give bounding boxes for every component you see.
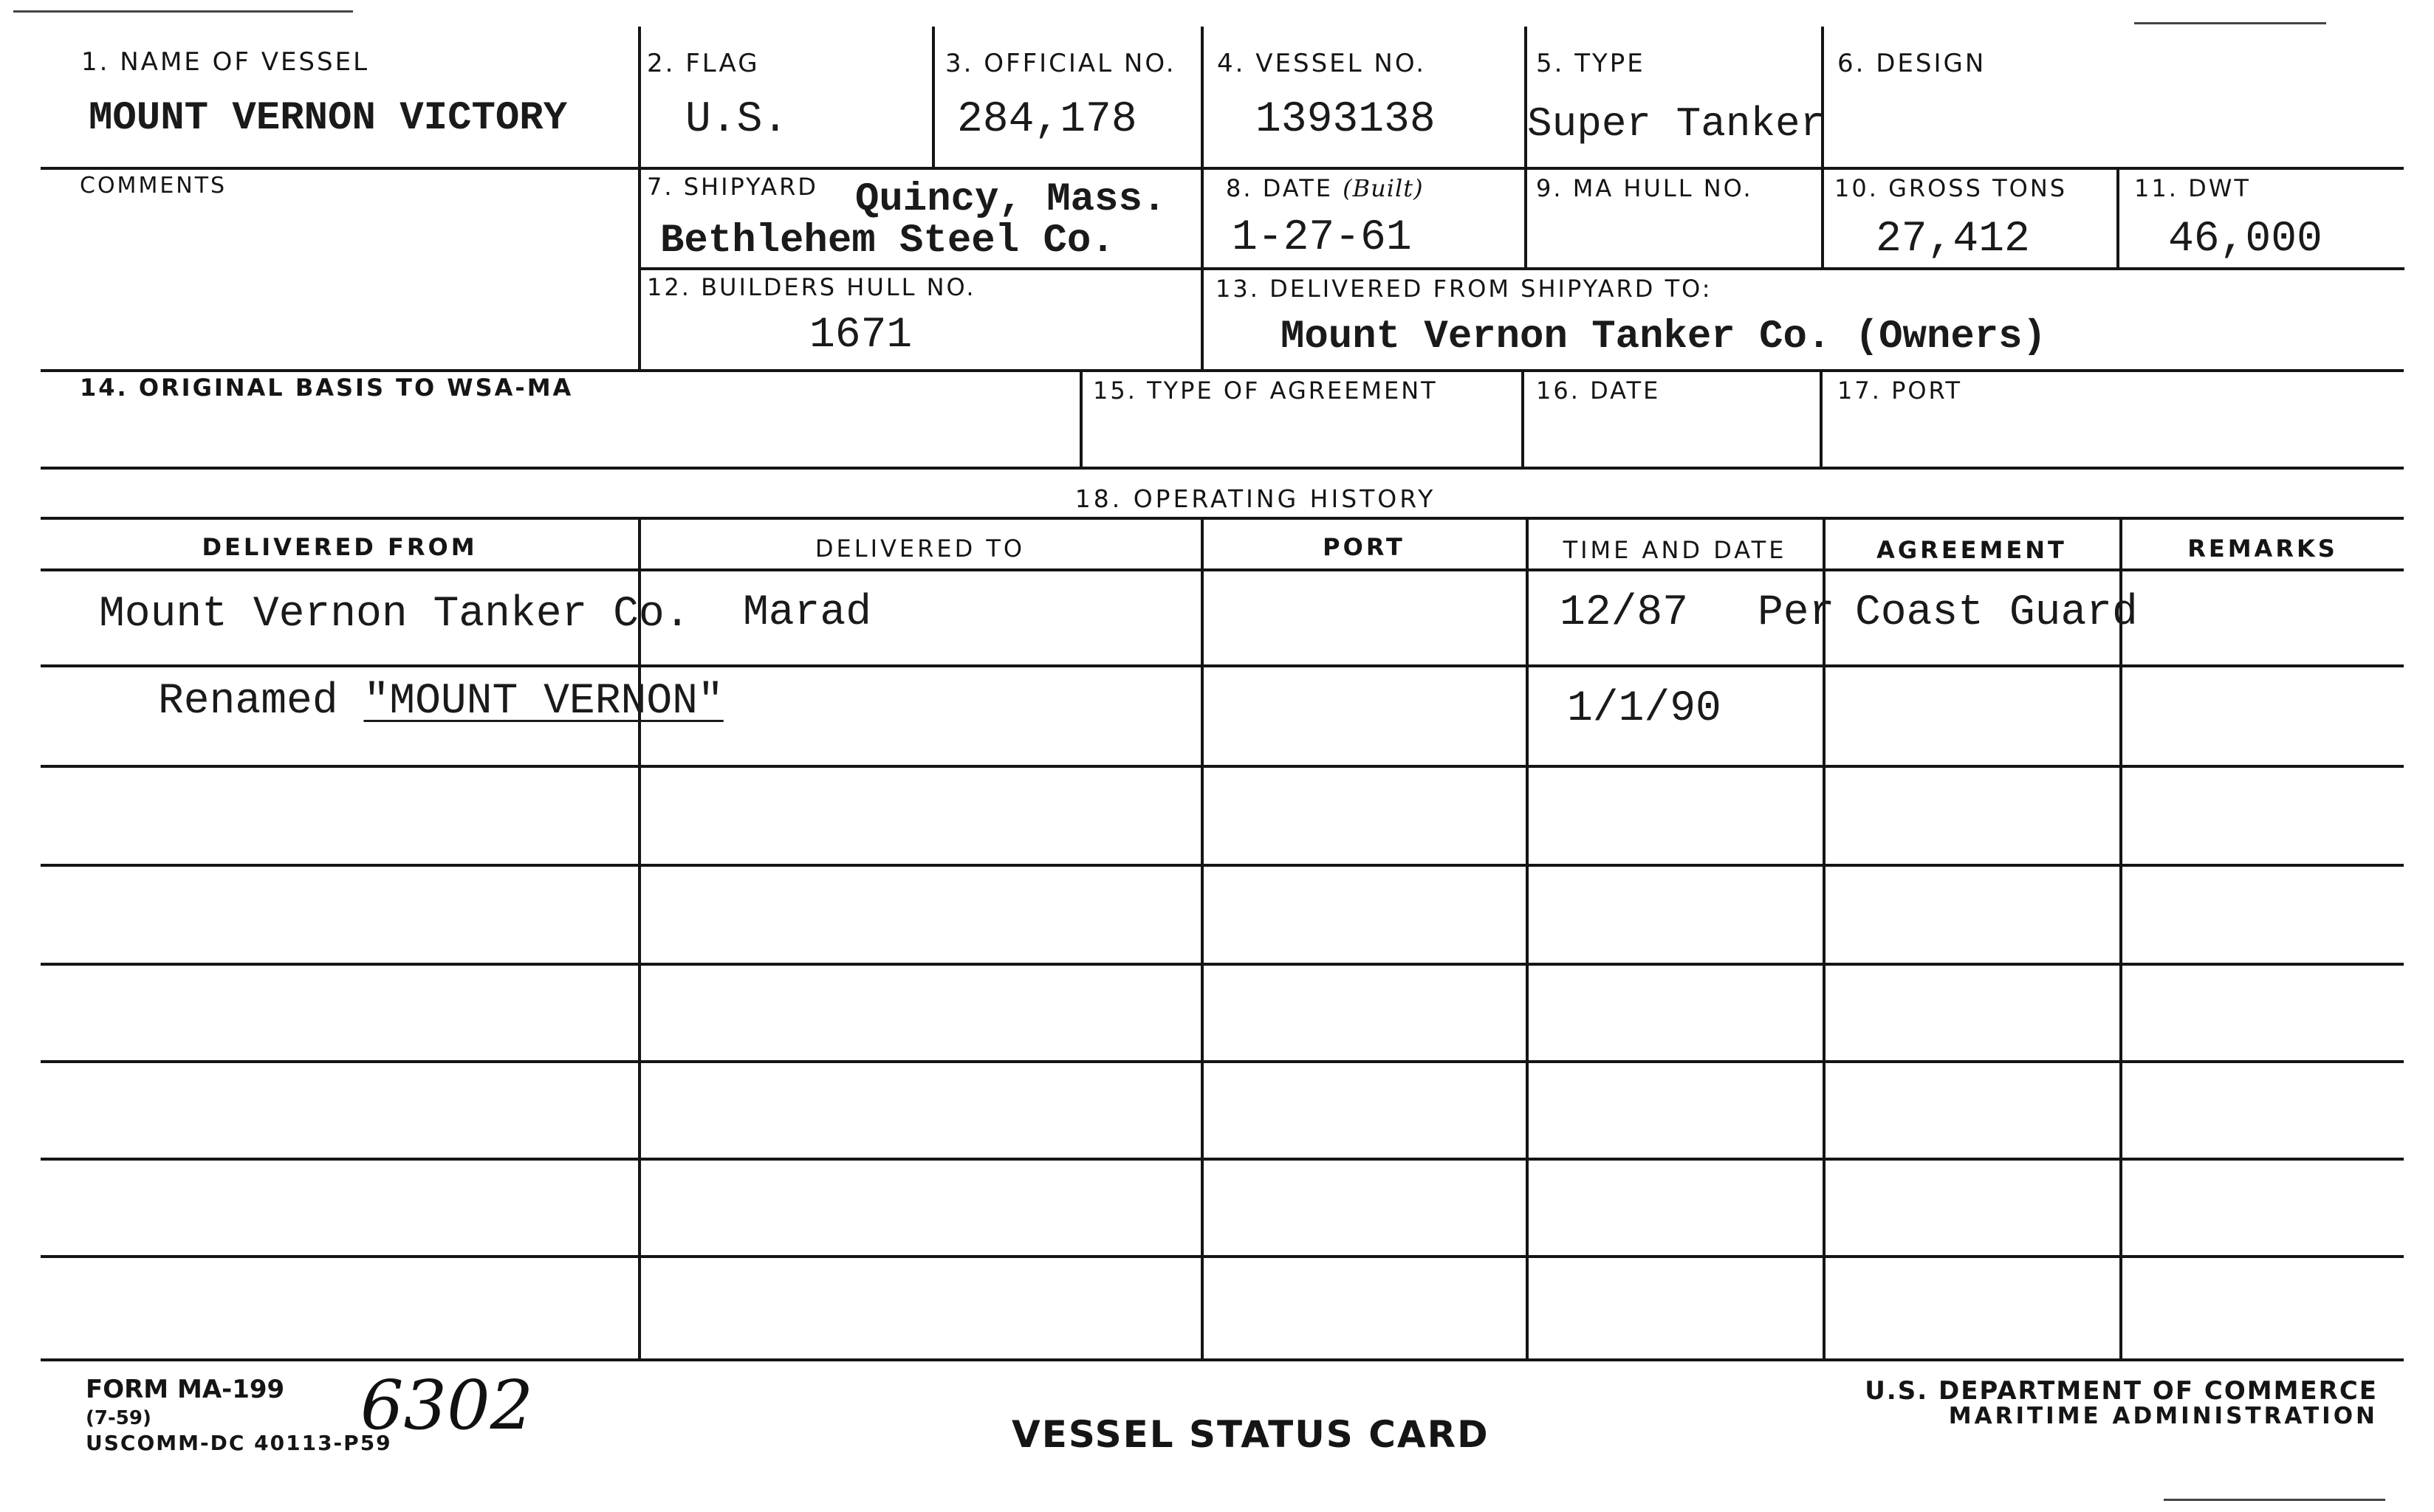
col-delivered-to: DELIVERED TO — [815, 535, 1026, 563]
builders-hull-no-value: 1671 — [809, 312, 913, 360]
rule-history-row — [41, 864, 2404, 867]
gross-tons-label: 10. GROSS TONS — [1834, 174, 2068, 202]
ma-hull-no-label: 9. MA HULL NO. — [1536, 174, 1753, 202]
operating-history-title: 18. OPERATING HISTORY — [1074, 484, 1436, 513]
row1-time-note: Per — [1758, 589, 1835, 637]
row2-renamed-prefix: Renamed — [158, 678, 364, 726]
department-line: U.S. DEPARTMENT OF COMMERCE — [1865, 1376, 2378, 1406]
rule-row1-bottom — [41, 167, 2404, 170]
card-corner-stroke — [2164, 1499, 2385, 1501]
port-label: 17. PORT — [1837, 377, 1962, 405]
dwt-value: 46,000 — [2168, 216, 2322, 264]
name-of-vessel-label: 1. NAME OF VESSEL — [81, 47, 370, 77]
design-label: 6. DESIGN — [1837, 49, 1986, 78]
rule-history-row — [41, 1158, 2404, 1161]
card-corner-stroke — [13, 10, 353, 13]
form-number: FORM MA-199 — [86, 1375, 285, 1404]
official-no-label: 3. OFFICIAL NO. — [945, 49, 1176, 78]
shipyard-label: 7. SHIPYARD — [647, 173, 818, 201]
card-corner-stroke — [2134, 22, 2326, 24]
type-label: 5. TYPE — [1536, 49, 1645, 78]
row2-time-and-date: 1/1/90 — [1567, 685, 1721, 733]
delivered-from-shipyard-value: Mount Vernon Tanker Co. (Owners) — [1281, 315, 2046, 360]
rule-history-bottom — [41, 1358, 2404, 1361]
rule-v — [1526, 517, 1529, 1358]
date-built-label-text: 8. DATE — [1226, 174, 1333, 202]
row1-delivered-to: Marad — [743, 589, 872, 637]
type-value: Super Tanker — [1527, 100, 1826, 148]
handwritten-number: 6302 — [360, 1366, 534, 1445]
rule-v — [1820, 369, 1823, 467]
rule-v — [638, 27, 641, 369]
vessel-no-value: 1393138 — [1255, 96, 1436, 144]
vessel-no-label: 4. VESSEL NO. — [1217, 49, 1427, 78]
rule-row4-bottom — [41, 467, 2404, 470]
rule-v — [1823, 517, 1826, 1358]
rule-history-row — [41, 963, 2404, 966]
col-agreement: AGREEMENT — [1876, 536, 2067, 564]
rule-history-row — [41, 664, 2404, 667]
date-built-value: 1-27-61 — [1232, 214, 1412, 262]
rule-v — [2116, 167, 2119, 267]
form-code: USCOMM-DC 40113-P59 — [86, 1431, 392, 1455]
row2-new-name: "MOUNT VERNON" — [363, 678, 724, 726]
card-title: VESSEL STATUS CARD — [1012, 1413, 1489, 1456]
administration-line: MARITIME ADMINISTRATION — [1948, 1403, 2378, 1429]
form-date: (7-59) — [86, 1407, 151, 1429]
date-built-label-built: (Built) — [1343, 174, 1424, 202]
row1-agreement: Coast Guard — [1855, 589, 2138, 637]
date-built-label — [1226, 174, 1424, 202]
col-time-and-date: TIME AND DATE — [1563, 536, 1787, 564]
rule-v — [1201, 517, 1204, 1358]
rule-row2-bottom — [640, 267, 2404, 270]
rule-history-row — [41, 765, 2404, 768]
rule-v — [932, 27, 935, 167]
flag-label: 2. FLAG — [647, 49, 760, 78]
rule-row3-bottom — [41, 369, 2404, 372]
rule-history-head-bottom — [41, 568, 2404, 571]
official-no-value: 284,178 — [957, 96, 1137, 144]
flag-value: U.S. — [685, 96, 789, 144]
row2-delivered-from — [158, 678, 724, 726]
gross-tons-value: 27,412 — [1876, 216, 2030, 264]
rule-v — [1201, 27, 1204, 369]
row1-delivered-from: Mount Vernon Tanker Co. — [99, 591, 690, 639]
col-remarks: REMARKS — [2187, 535, 2338, 563]
shipyard-location: Quincy, Mass. — [855, 177, 1167, 222]
type-of-agreement-label: 15. TYPE OF AGREEMENT — [1093, 377, 1438, 405]
name-of-vessel-value: MOUNT VERNON VICTORY — [89, 96, 568, 141]
rule-history-head-top — [41, 517, 2404, 520]
delivered-from-shipyard-label: 13. DELIVERED FROM SHIPYARD TO: — [1216, 275, 1713, 303]
dwt-label: 11. DWT — [2134, 174, 2251, 202]
original-basis-label: 14. ORIGINAL BASIS TO WSA-MA — [80, 374, 574, 402]
rule-v — [1080, 369, 1083, 467]
rule-history-row — [41, 1255, 2404, 1258]
builders-hull-no-label: 12. BUILDERS HULL NO. — [647, 273, 976, 301]
col-port: PORT — [1323, 533, 1405, 561]
col-delivered-from: DELIVERED FROM — [202, 533, 478, 561]
rule-history-row — [41, 1060, 2404, 1063]
rule-v — [638, 517, 641, 1358]
date-label: 16. DATE — [1536, 377, 1661, 405]
row1-time-and-date: 12/87 — [1560, 589, 1689, 637]
comments-label: COMMENTS — [80, 173, 227, 199]
rule-v — [2119, 517, 2122, 1358]
shipyard-name: Bethlehem Steel Co. — [660, 219, 1115, 264]
rule-v — [1521, 369, 1524, 467]
